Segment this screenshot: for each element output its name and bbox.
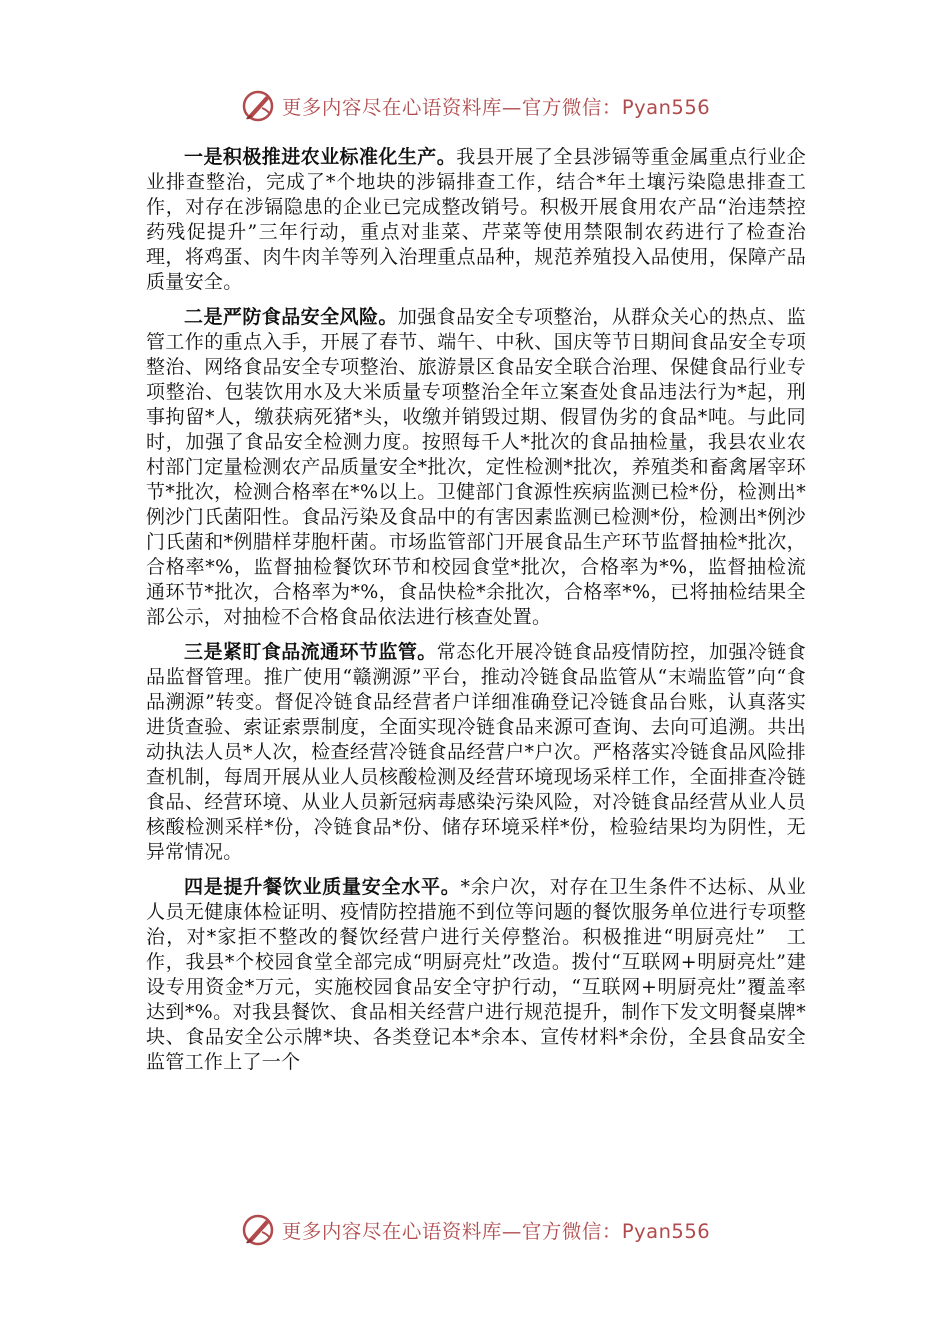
paragraph-lead: 三是紧盯食品流通环节监管。 [184,641,437,663]
paragraph-1 [146,145,806,295]
brush-logo-icon [240,1212,276,1248]
paragraph-lead: 四是提升餐饮业质量安全水平。 [184,876,461,898]
footer-banner [0,1206,950,1254]
header-banner [0,82,950,130]
paragraph-2 [146,305,806,630]
paragraph-text: 加强食品安全专项整治，从群众关心的热点、监管工作的重点入手，开展了春节、端午、中秋、国庆等节日期间食品安全专项整治、网络食品安全专项整治、旅游景区食品安全联合治理、保健食品行业专项整治、包装饮用水及大米质量专项整治全年立案查处食品违法行为*起，刑事拘留*人，缴获病死猪*头，收缴并销毁过期、假冒伪劣的食品*吨。与此同时，加强了食品安全检测力度。按照每千人*批次的食品抽检量，我县农业农村部门定量检测农产品质量安全*批次，定性检测*批次，养殖类和畜禽屠宰环节*批次，检测合格率在*%以上。卫健部门食源性疾病监测已检*份，检测出*例沙门氏菌阳性。食品污染及食品中的有害因素监测已检测*份，检测出*例沙门氏菌和*例腊样芽胞杆菌。市场监管部门开展食品生产环节监督抽检*批次，合格率*%，监督抽检餐饮环节和校园食堂*批次，合格率为*%，监督抽检流通环节*批次，合格率为*%，食品快检*余批次，合格率*%，已将抽检结果全部公示，对抽检不合格食品依法进行核查处置。 [146,306,806,628]
document-body [146,145,806,1085]
paragraph-text: 常态化开展冷链食品疫情防控，加强冷链食品监督管理。推广使用“赣溯源”平台，推动冷链食品监管从“末端监管”向“食品溯源”转变。督促冷链食品经营者户详细准确登记冷链食品台账，认真落实进货查验、索证索票制度，全面实现冷链食品来源可查询、去向可追溯。共出动执法人员*人次，检查经营冷链食品经营户*户次。严格落实冷链食品风险排查机制，每周开展从业人员核酸检测及经营环境现场采样工作，全面排查冷链食品、经营环境、从业人员新冠病毒感染污染风险，对冷链食品经营从业人员核酸检测采样*份，冷链食品*份、储存环境采样*份，检验结果均为阴性，无异常情况。 [146,641,807,863]
paragraph-text: 我县开展了全县涉镉等重金属重点行业企业排查整治，完成了*个地块的涉镉排查工作，结合*年土壤污染隐患排查工作，对存在涉镉隐患的企业已完成整改销号。积极开展食用农产品“治违禁控药残促提升”三年行动，重点对韭菜、芹菜等使用禁限制农药进行了检查治理，将鸡蛋、肉牛肉羊等列入治理重点品种，规范养殖投入品使用，保障产品质量安全。 [146,146,806,293]
header-banner-text: 更多内容尽在心语资料库—官方微信：Pyan556 [281,96,711,119]
brush-logo-icon [240,88,276,124]
footer-banner-text: 更多内容尽在心语资料库—官方微信：Pyan556 [281,1220,711,1243]
paragraph-lead: 一是积极推进农业标准化生产。 [184,146,457,168]
paragraph-3 [146,640,806,865]
paragraph-lead: 二是严防食品安全风险。 [184,306,398,328]
paragraph-4 [146,875,806,1075]
paragraph-text: *余户次，对存在卫生条件不达标、从业人员无健康体检证明、疫情防控措施不到位等问题的餐饮服务单位进行专项整治，对*家拒不整改的餐饮经营户进行关停整治。积极推进“明厨亮灶” 工作，我县*个校园食堂全部完成“明厨亮灶”改造。拨付“互联网+明厨亮灶”建设专用资金*万元，实施校园食品安全守护行动，“互联网+明厨亮灶”覆盖率达到*%。对我县餐饮、食品相关经营户进行规范提升，制作下发文明餐桌牌*块、食品安全公示牌*块、各类登记本*余本、宣传材料*余份，全县食品安全监管工作上了一个 [146,876,807,1073]
